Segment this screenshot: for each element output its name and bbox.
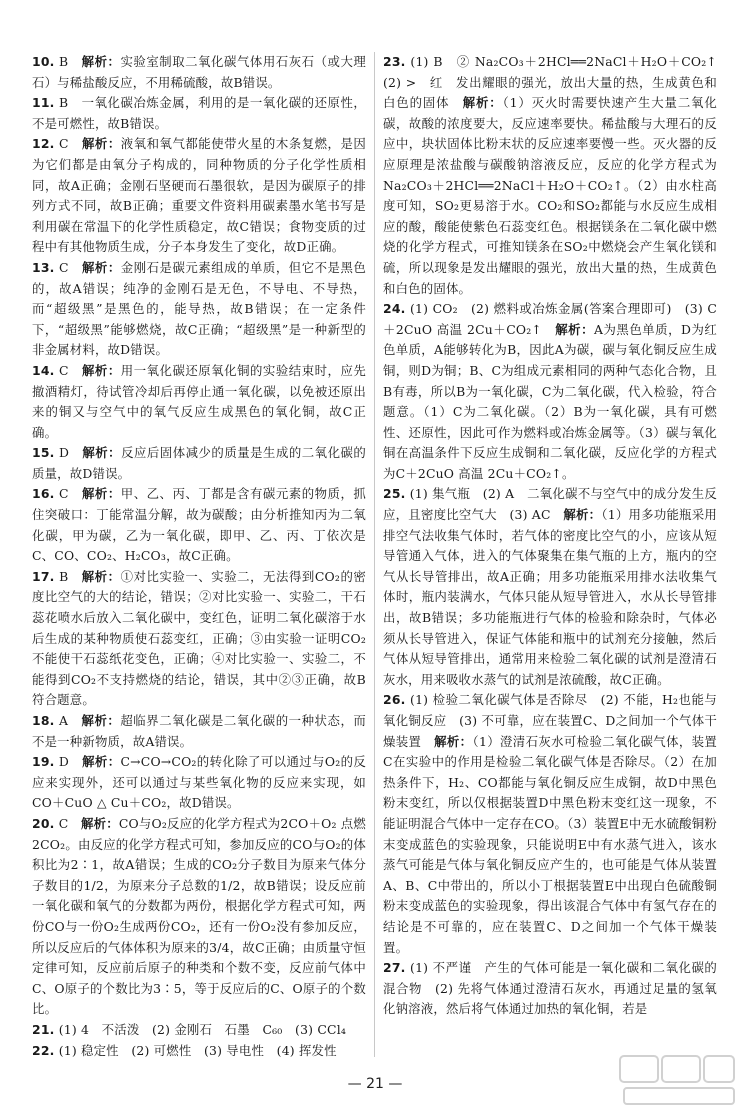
question-number: 13.: [32, 259, 55, 275]
question-number: 16.: [32, 486, 55, 502]
question-number: 23.: [383, 54, 406, 69]
explanation-text: （1）灭火时需要快速产生大量二氧化碳，故酸的浓度要大，反应速率要快。稀盐酸与大理石的反应中，块状固体比粉末状的反应速率要慢一些。灭火器的反应原理是浓盐酸与碳酸钠溶液反应，反应的化学方程式为Na₂CO₃＋2HCl══2NaCl＋H₂O＋CO₂↑。（2）由水柱高度可知，SO₂更易溶于水。CO₂和SO₂都能与水反应生成相应的酸，酸能使紫色石蕊变红色。根据镁条在二氧化碳中燃烧的化学方程式，可推知镁条在SO₂中燃烧会产生氧化镁和硫，所以现象是发出耀眼的强光，放出大量的热，生成黄色和白色的固体。: [383, 95, 717, 296]
answer-item: [32, 814, 366, 1020]
explanation-label: 解析：: [555, 321, 595, 337]
explanation-text: 实验室制取二氧化碳气体用石灰石（或大理石）与稀盐酸反应，不用稀硫酸，故B错误。: [32, 54, 366, 90]
question-number: 26.: [383, 692, 406, 708]
explanation-text: （1）澄清石灰水可检验二氧化碳气体，装置C在实验中的作用是检验二氧化碳气体是否除尽。（2）在加热条件下，H₂、CO都能与氧化铜反应生成铜，故D中黑色粉末变红，所以仅根据装置D中黑色粉末变红这一现象，不能证明混合气体中一定存在CO。（3）装置E中无水硫酸铜粉末变成蓝色的实验现象，只能说明E中有水蒸气进入，该水蒸气可能是气体与氧化铜反应产生的，也可能是气体从装置A、B、C中带出的，所以小丁根据装置E中出现白色硫酸铜粉末变成蓝色的实验现象，得出该混合气体中有氢气存在的结论是不可靠的，应在装置C、D之间加一个气体干燥装置。: [383, 733, 717, 955]
explanation-label: 解析：: [82, 754, 121, 770]
question-number: 14.: [32, 362, 55, 378]
answer-item: [32, 52, 366, 93]
explanation-label: 解析：: [434, 733, 473, 749]
answer-key: B: [54, 95, 82, 111]
answer-key: C: [54, 362, 82, 378]
page-number: — 21 —: [347, 1076, 403, 1092]
answer-key: (1) 4 不活泼 (2) 金刚石 石墨 C₆₀ (3) CCl₄: [54, 1021, 359, 1037]
explanation-label: 解析：: [81, 713, 121, 728]
explanation-label: 解析：: [82, 445, 122, 461]
answer-item: [383, 484, 717, 690]
explanation-text: ①对比实验一、实验二，无法得到CO₂的密度比空气的大的结论，错误；②对比实验一、实验二，干石蕊花喷水后放入二氧化碳中，变红色，证明二氧化碳溶于水后生成的某种物质使石蕊变红，正确；③由实验一证明CO₂不能使干石蕊纸花变色，正确；④对比实验一、实验二，不能得到CO₂不支持燃烧的结论，错误，其中②③正确，故B符合题意。: [32, 568, 366, 708]
answer-item: [32, 484, 366, 566]
answer-item: [383, 52, 730, 299]
question-number: 12.: [32, 136, 55, 152]
explanation-label: 解析：: [81, 568, 121, 584]
answer-item: [32, 134, 366, 258]
right-column: [383, 52, 730, 1020]
answer-item: [32, 711, 366, 752]
answer-key: C: [54, 815, 81, 831]
explanation-label: 解析：: [81, 815, 119, 831]
answer-key: C: [54, 486, 82, 502]
explanation-text: CO与O₂反应的化学方程式为2CO＋O₂ 点燃 2CO₂。由反应的化学方程式可知，参加反应的CO与O₂的体积比为2∶1，故A错误；生成的CO₂分子数目为原来气体分子数目的1/2，为原来分子总数的1/2，故B错误；设反应前一氧化碳和氧气的分数都为两份，根据化学方程式可知，两份CO与一份O₂生成两份CO₂，还有一份O₂没有参加反应，所以反应后的气体体积为原来的3/4，故C正确；由质量守恒定律可知，反应前后原子的种类和个数不变，反应前气体中C、O原子的个数比为3∶5，等于反应后的C、O原子的个数比。: [32, 815, 366, 1017]
explanation-text: 用一氧化碳还原氧化铜的实验结束时，应先撤酒精灯，待试管冷却后再停止通一氧化碳，以免被还原出来的铜又与空气中的氧气反应生成黑色的氧化铜，故C正确。: [32, 362, 366, 440]
answer-key: D: [54, 445, 83, 461]
answer-item: [383, 690, 717, 958]
answer-key: C: [54, 259, 82, 275]
answer-key: (1) 不严谨 产生的气体可能是一氧化碳和二氧化碳的混合物 (2) 先将气体通过澄清石灰水，再通过足量的氢氧化钠溶液，然后将气体通过加热的氧化铜，若是: [383, 960, 717, 1017]
explanation-text: 甲、乙、丙、丁都是含有碳元素的物质，抓住突破口：丁能常温分解，故为碳酸；由分析推知丙为二氧化碳，甲为碳，乙为一氧化碳，即甲、乙、丙、丁依次是C、CO、CO₂、H₂CO₃，故C正确。: [32, 486, 366, 564]
explanation-text: C→CO→CO₂的转化除了可以通过与O₂的反应来实现外，还可以通过与某些氧化物的反应来实现，如CO＋CuO △ Cu＋CO₂，故D错误。: [32, 754, 366, 811]
question-number: 22.: [32, 1042, 55, 1058]
question-number: 10.: [32, 54, 55, 69]
answer-key: B: [54, 568, 82, 584]
explanation-text: 反应后固体减少的质量是生成的二氧化碳的质量，故D错误。: [32, 445, 366, 481]
explanation-label: 解析：: [462, 95, 503, 111]
question-number: 18.: [32, 713, 55, 728]
answer-item: [32, 752, 366, 814]
answer-item: [32, 567, 366, 711]
answer-key: (1) 稳定性 (2) 可燃性 (3) 导电性 (4) 挥发性: [54, 1042, 350, 1058]
answer-key: B: [54, 54, 82, 69]
question-number: 24.: [383, 301, 406, 317]
answer-item: [32, 93, 366, 134]
explanation-text: 金刚石是碳元素组成的单质，但它不是黑色的，故A错误；纯净的金刚石是无色，不导电、不导热，而“超级黑”是黑色的，能导热，故B错误；在一定条件下，“超级黑”能够燃烧，故C正确；“超级黑”是一种新型的非金属材料，故D错误。: [32, 259, 366, 358]
answer-key: (1) 检验二氧化碳气体是否除尽 (2) 不能，H₂也能与氧化铜反应 (3) 不可靠，应在装置C、D之间加一个气体干燥装置: [383, 692, 717, 749]
question-number: 19.: [32, 754, 55, 770]
answer-key: A: [54, 713, 82, 728]
watermark-logo: [618, 1052, 738, 1108]
answer-key: (1) B ② Na₂CO₃＋2HCl══2NaCl＋H₂O＋CO₂↑ (2) > 红 发出耀眼的强光，放出大量的热，生成黄色和白色的固体: [383, 54, 730, 111]
explanation-label: 解析：: [81, 136, 121, 152]
explanation-label: 解析：: [81, 486, 121, 502]
explanation-text: A为黑色单质，D为红色单质，A能够转化为B，因此A为碳，碳与氧化铜反应生成铜，则D为铜；B、C为组成元素相同的两种气态化合物，且B有毒，所以B为一氧化碳，C为二氧化碳，代入检验，符合题意。（1）C为二氧化碳。（2）B为一氧化碳，具有可燃性、还原性，因此可作为燃料或冶炼金属等。（3）碳与氧化铜在高温条件下反应生成铜和二氧化碳，反应化学的方程式为C＋2CuO 高温 2Cu＋CO₂↑。: [383, 321, 717, 481]
answer-item: [32, 361, 366, 443]
answer-key: (1) 集气瓶 (2) A 二氧化碳不与空气中的成分发生反应，且密度比空气大 (3) AC: [383, 486, 717, 523]
question-number: 20.: [32, 815, 55, 831]
answer-item: [383, 958, 717, 1020]
left-column: [32, 52, 366, 1061]
answer-item: [32, 1041, 366, 1062]
answer-item: [32, 1020, 366, 1041]
answer-key: C: [54, 136, 82, 152]
explanation-text: 液氧和氧气都能使带火星的木条复燃，是因为它们都是由氧分子构成的，同种物质的分子化学性质相同，故A正确；金刚石坚硬而石墨很软，是因为碳原子的排列方式不同，故B正确；重要文件资料用碳素墨水笔书写是利用碳在常温下的化学性质稳定，故C错误；食物变质的过程中有其他物质生成，分子本身发生了变化，故D正确。: [32, 136, 366, 255]
explanation-label: 解析：: [81, 54, 121, 69]
explanation-text: （1）用多功能瓶采用排空气法收集气体时，若气体的密度比空气的小，应该从短导管通入气体，进入的气体聚集在集气瓶的上方，瓶内的空气从长导管排出，故A正确；用多功能瓶采用排水法收集气体时，瓶内装满水，气体只能从短导管进入，水从长导管排出，故B错误；多功能瓶进行气体的检验和除杂时，气体必须从长导管进入，保证气体能和瓶中的试剂充分接触，然后气体从短导管排出，通常用来检验二氧化碳的试剂是澄清石灰水，用来吸收水蒸气的试剂是浓硫酸，故C正确。: [383, 507, 717, 687]
explanation-label: 解析：: [81, 362, 121, 378]
answer-key: (1) CO₂ (2) 燃料或冶炼金属(答案合理即可) (3) C＋2CuO 高温 2Cu＋CO₂↑: [383, 301, 717, 337]
question-number: 25.: [383, 486, 406, 502]
explanation-text: 一氧化碳冶炼金属，利用的是一氧化碳的还原性，不是可燃性，故B错误。: [32, 95, 366, 131]
question-number: 27.: [383, 960, 406, 976]
column-divider: [374, 52, 375, 1057]
answer-item: [383, 299, 717, 484]
question-number: 21.: [32, 1021, 55, 1037]
question-number: 17.: [32, 568, 55, 584]
question-number: 15.: [32, 445, 55, 461]
question-number: 11.: [32, 95, 55, 111]
explanation-label: 解析：: [563, 507, 602, 523]
answer-item: [32, 258, 366, 361]
answer-item: [32, 443, 366, 484]
explanation-label: 解析：: [81, 259, 121, 275]
answer-key: D: [54, 754, 83, 770]
explanation-text: 超临界二氧化碳是二氧化碳的一种状态，而不是一种新物质，故A错误。: [32, 713, 366, 749]
